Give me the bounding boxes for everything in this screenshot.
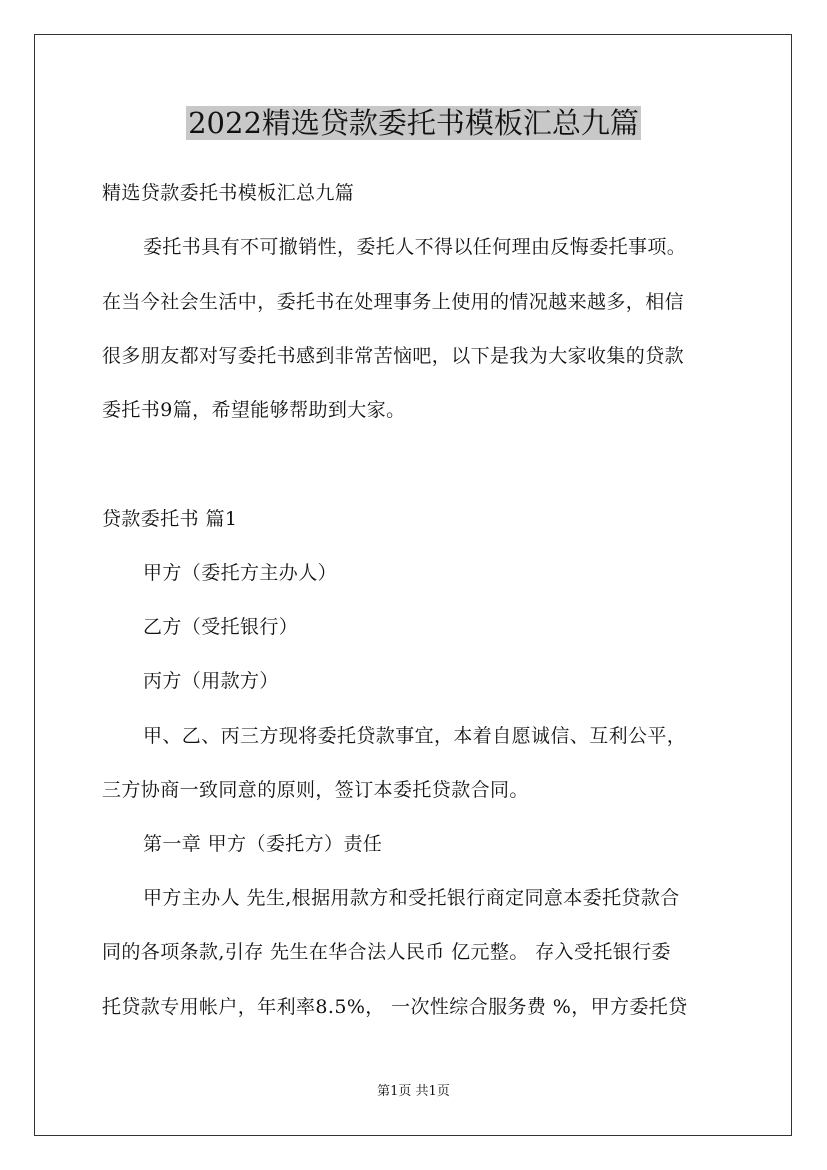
party-c: 丙方（用款方） [143, 670, 279, 692]
intro-line-4: 委托书9篇，希望能够帮助到大家。 [102, 399, 406, 421]
intro-line-2: 在当今社会生活中，委托书在处理事务上使用的情况越来越多，相信 [102, 291, 685, 313]
page-footer: 第1页 共1页 [377, 1084, 450, 1099]
document-title-text: 2022精选贷款委托书模板汇总九篇 [188, 106, 639, 140]
agreement-line-2: 三方协商一致同意的原则，签订本委托贷款合同。 [102, 779, 529, 801]
chapter-line-2: 同的各项条款,引存 先生在华合法人民币 亿元整。 存入受托银行委 [102, 941, 671, 963]
section-heading: 贷款委托书 篇1 [102, 508, 238, 530]
chapter-heading: 第一章 甲方（委托方）责任 [143, 833, 383, 855]
document-subtitle: 精选贷款委托书模板汇总九篇 [102, 182, 355, 204]
document-title [0, 103, 827, 143]
chapter-line-3: 托贷款专用帐户，年利率8.5%， 一次性综合服务费 %，甲方委托贷 [102, 996, 688, 1018]
party-b: 乙方（受托银行） [143, 616, 299, 638]
party-a: 甲方（委托方主办人） [143, 562, 338, 584]
intro-line-3: 很多朋友都对写委托书感到非常苦恼吧，以下是我为大家收集的贷款 [102, 345, 685, 367]
agreement-line-1: 甲、乙、丙三方现将委托贷款事宜，本着自愿诚信、互利公平， [143, 725, 687, 747]
chapter-line-1: 甲方主办人 先生,根据用款方和受托银行商定同意本委托贷款合 [143, 887, 680, 909]
intro-line-1: 委托书具有不可撤销性，委托人不得以任何理由反悔委托事项。 [143, 236, 687, 258]
